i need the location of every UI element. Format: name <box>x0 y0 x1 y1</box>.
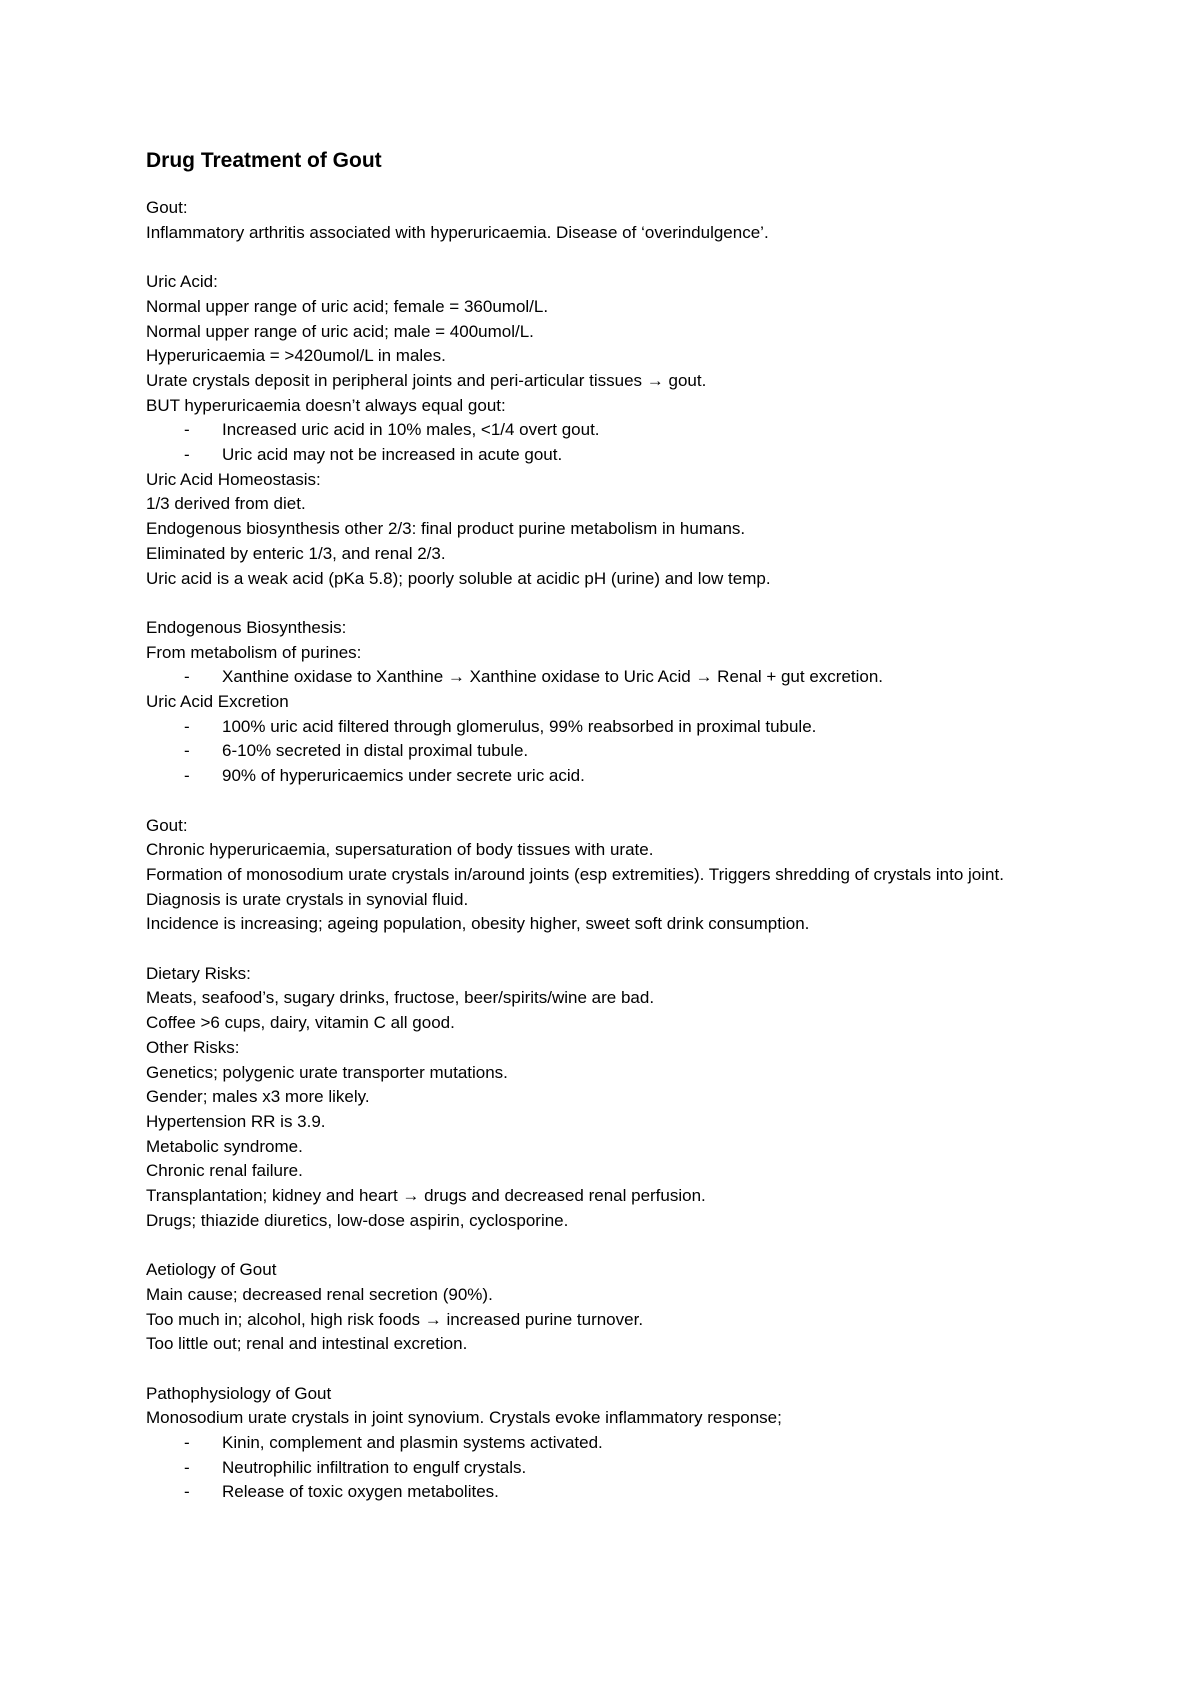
bullet-marker: - <box>184 1482 190 1502</box>
bullet-marker: - <box>184 716 190 736</box>
bullet-item <box>146 1431 1076 1456</box>
text-line: Normal upper range of uric acid; male = 400umol/L. <box>146 321 534 341</box>
section <box>146 1382 1076 1506</box>
bullet-text: 6-10% secreted in distal proximal tubule. <box>222 741 529 761</box>
text-line: Transplantation; kidney and heart → drugs and decreased renal perfusion. <box>146 1186 706 1206</box>
bullet-item <box>146 665 1076 690</box>
section <box>146 616 1076 789</box>
text-line: Endogenous Biosynthesis: <box>146 617 347 637</box>
text-line: Genetics; polygenic urate transporter mutations. <box>146 1062 508 1082</box>
bullet-marker: - <box>184 667 190 687</box>
bullet-text: 90% of hyperuricaemics under secrete uric acid. <box>222 766 585 786</box>
text-line: Hypertension RR is 3.9. <box>146 1111 326 1131</box>
text-line: Uric Acid Homeostasis: <box>146 469 321 489</box>
bullet-marker: - <box>184 445 190 465</box>
bullet-text: Uric acid may not be increased in acute gout. <box>222 445 563 465</box>
bullet-item <box>146 764 1076 789</box>
text-line: Incidence is increasing; ageing population, obesity higher, sweet soft drink consumption. <box>146 914 810 934</box>
text-line: Other Risks: <box>146 1037 240 1057</box>
text-line: Endogenous biosynthesis other 2/3: final product purine metabolism in humans. <box>146 519 746 539</box>
text-line: From metabolism of purines: <box>146 642 362 662</box>
text-line: Drugs; thiazide diuretics, low-dose aspirin, cyclosporine. <box>146 1210 569 1230</box>
text-line: Dietary Risks: <box>146 963 251 983</box>
bullet-item <box>146 443 1076 468</box>
bullet-item <box>146 418 1076 443</box>
document-title: Drug Treatment of Gout <box>146 149 382 172</box>
text-line: Chronic hyperuricaemia, supersaturation of body tissues with urate. <box>146 840 654 860</box>
section <box>146 814 1076 938</box>
bullet-marker: - <box>184 741 190 761</box>
bullet-item <box>146 715 1076 740</box>
text-line: Gender; males x3 more likely. <box>146 1087 370 1107</box>
text-line: Eliminated by enteric 1/3, and renal 2/3. <box>146 543 446 563</box>
text-line: Urate crystals deposit in peripheral joints and peri-articular tissues → gout. <box>146 370 707 390</box>
bullet-text: Release of toxic oxygen metabolites. <box>222 1482 499 1502</box>
text-line: Too little out; renal and intestinal excretion. <box>146 1334 468 1354</box>
section <box>146 962 1076 1234</box>
text-line: Normal upper range of uric acid; female = 360umol/L. <box>146 296 549 316</box>
text-line: Main cause; decreased renal secretion (90%). <box>146 1284 493 1304</box>
text-line: Chronic renal failure. <box>146 1161 303 1181</box>
bullet-marker: - <box>184 1457 190 1477</box>
text-line: Metabolic syndrome. <box>146 1136 303 1156</box>
section <box>146 196 1076 245</box>
document-page <box>146 146 1076 1505</box>
bullet-text: Increased uric acid in 10% males, <1/4 overt gout. <box>222 420 600 440</box>
bullet-item <box>146 1480 1076 1505</box>
bullet-text: Xanthine oxidase to Xanthine → Xanthine oxidase to Uric Acid → Renal + gut excretion. <box>222 667 884 687</box>
bullet-marker: - <box>184 1433 190 1453</box>
bullet-text: 100% uric acid filtered through glomerulus, 99% reabsorbed in proximal tubule. <box>222 716 817 736</box>
text-line: Formation of monosodium urate crystals in/around joints (esp extremities). Triggers shredding of crystals into joint. <box>146 864 1004 884</box>
text-line: Hyperuricaemia = >420umol/L in males. <box>146 346 446 366</box>
text-line: Aetiology of Gout <box>146 1260 277 1280</box>
bullet-item <box>146 1456 1076 1481</box>
document-body <box>146 196 1076 1505</box>
bullet-item <box>146 739 1076 764</box>
text-line: Gout: <box>146 815 188 835</box>
text-line: Uric acid is a weak acid (pKa 5.8); poorly soluble at acidic pH (urine) and low temp. <box>146 568 771 588</box>
text-line: Too much in; alcohol, high risk foods → increased purine turnover. <box>146 1309 644 1329</box>
text-line: BUT hyperuricaemia doesn’t always equal gout: <box>146 395 506 415</box>
text-line: Meats, seafood’s, sugary drinks, fructose, beer/spirits/wine are bad. <box>146 988 655 1008</box>
text-line: Pathophysiology of Gout <box>146 1383 332 1403</box>
bullet-text: Neutrophilic infiltration to engulf crystals. <box>222 1457 527 1477</box>
bullet-marker: - <box>184 420 190 440</box>
text-line: 1/3 derived from diet. <box>146 494 306 514</box>
bullet-marker: - <box>184 766 190 786</box>
text-line: Monosodium urate crystals in joint synovium. Crystals evoke inflammatory response; <box>146 1408 782 1428</box>
section <box>146 270 1076 591</box>
section <box>146 1258 1076 1357</box>
text-line: Gout: <box>146 198 188 217</box>
text-line: Diagnosis is urate crystals in synovial fluid. <box>146 889 469 909</box>
text-line: Inflammatory arthritis associated with hyperuricaemia. Disease of ‘overindulgence’. <box>146 222 769 242</box>
bullet-text: Kinin, complement and plasmin systems activated. <box>222 1433 603 1453</box>
text-line: Uric Acid Excretion <box>146 692 289 712</box>
text-line: Uric Acid: <box>146 272 218 292</box>
text-line: Coffee >6 cups, dairy, vitamin C all good. <box>146 1013 455 1033</box>
